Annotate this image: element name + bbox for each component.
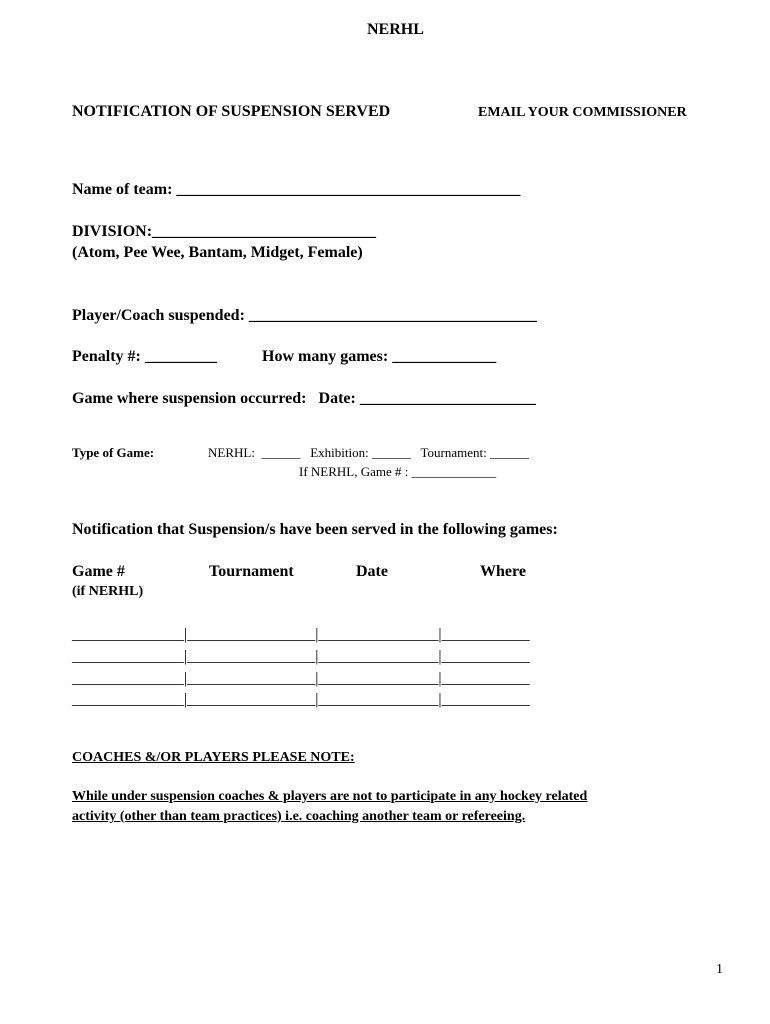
note-line-2: activity (other than team practices) i.e. coaching another team or refereeing. [72,809,526,824]
division-options-label: (Atom, Pee Wee, Bantam, Midget, Female) [72,244,363,261]
player-coach-field[interactable]: Player/Coach suspended: ____________________________________ [72,307,537,324]
note-line-1: While under suspension coaches & players are not to participate in any hockey related [72,789,588,804]
served-game-row[interactable]: ______________|________________|_______________|___________ [72,626,530,643]
org-title: NERHL [367,21,424,38]
column-header-game-sub: (if NERHL) [72,584,144,599]
penalty-number-field[interactable]: Penalty #: _________ [72,348,217,365]
game-occurred-date-field[interactable]: Game where suspension occurred: Date: ______________________ [72,390,536,407]
type-of-game-label: Type of Game: [72,445,155,460]
type-of-game-options[interactable]: NERHL: ______ Exhibition: ______ Tournament: ______ [208,445,529,460]
form-title: NOTIFICATION OF SUSPENSION SERVED [72,103,391,120]
how-many-games-field[interactable]: How many games: _____________ [262,348,497,365]
division-field[interactable]: DIVISION:____________________________ [72,223,377,240]
served-game-row[interactable]: ______________|________________|_______________|___________ [72,670,530,687]
page-number: 1 [716,962,723,977]
team-name-field[interactable]: Name of team: ___________________________________________ [72,181,521,198]
served-game-row[interactable]: ______________|________________|_______________|___________ [72,691,530,708]
nerhl-game-number-field[interactable]: If NERHL, Game # : _____________ [299,464,497,479]
note-heading: COACHES &/OR PLAYERS PLEASE NOTE: [72,750,355,765]
email-commissioner-label: EMAIL YOUR COMMISSIONER [478,105,687,120]
column-header-date: Date [356,563,388,580]
served-game-row[interactable]: ______________|________________|_______________|___________ [72,648,530,665]
column-header-where: Where [480,563,526,580]
column-header-tournament: Tournament [209,563,294,580]
served-games-heading: Notification that Suspension/s have been served in the following games: [72,521,558,538]
column-header-game: Game # [72,563,125,580]
